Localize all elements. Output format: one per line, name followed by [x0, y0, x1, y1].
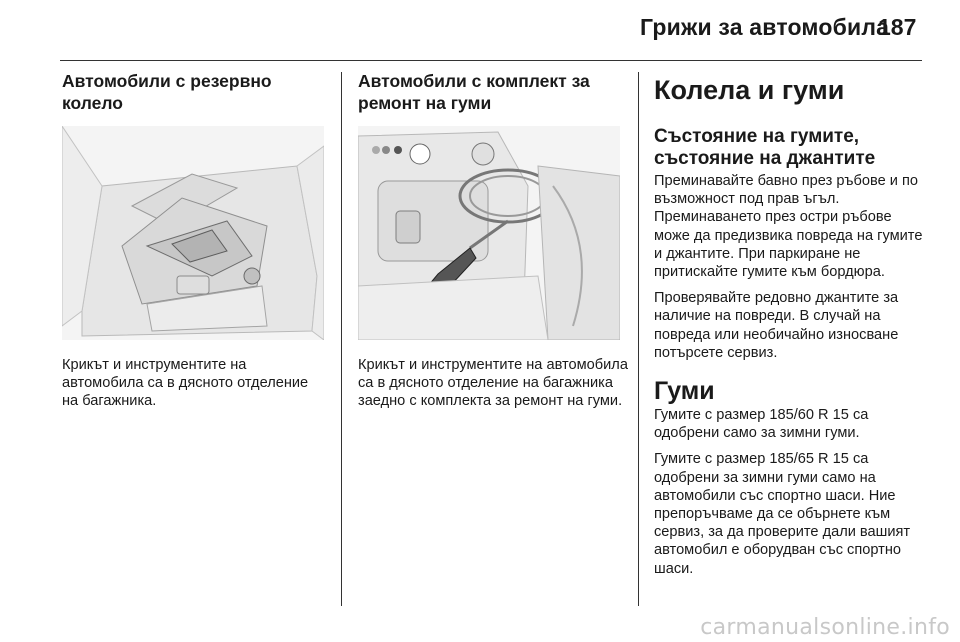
paragraph-tyre-185-65: Гумите с размер 185/65 R 15 са одобрени за зимни гуми само на автомобили със спортно шаси. Ние препоръчваме да се обърнете към сервиз, за да проверите дали вашият автомобил е оборудван със спортно шаси.: [654, 451, 911, 577]
watermark: carmanualsonline.info: [700, 615, 950, 640]
header-rule: [60, 60, 922, 61]
page-number: 187: [878, 14, 917, 40]
column-wheels-and-tyres: [654, 70, 928, 578]
column-tyre-repair-kit: [358, 70, 620, 114]
column-spare-wheel: [62, 70, 324, 114]
illustration-spare-wheel-jack: [62, 126, 324, 340]
heading-tyre-repair-kit: Автомобили с комплект за ремонт на гуми: [358, 71, 590, 113]
paragraph-tyre-185-60: Гумите с размер 185/60 R 15 са одобрени само за зимни гуми.: [654, 407, 869, 442]
caption-tyre-repair-kit: Крикът и инструментите на автомобила са в дясното отделение на багажника заедно с комплекта за ремонт на гуми.: [358, 357, 628, 410]
illustration-tyre-repair-kit: [358, 126, 620, 340]
column-divider-right: [638, 72, 639, 606]
heading-tyre-condition: Състояние на гумите, състояние на джантите: [654, 126, 876, 169]
page-header-title: Грижи за автомобила: [640, 14, 890, 40]
paragraph-check-rims: Проверявайте редовно джантите за наличие на повреди. В случай на повреда или необичайно износване потърсете сервиз.: [654, 290, 899, 361]
section-title-wheels-tyres: Колела и гуми: [654, 75, 845, 105]
column-divider-left: [341, 72, 342, 606]
section-title-tyres: Гуми: [654, 377, 715, 406]
heading-spare-wheel: Автомобили с резервно колело: [62, 71, 272, 113]
paragraph-driving-over-edges: Преминавайте бавно през ръбове и по възможност под прав ъгъл. Преминаването през остри ръбове може да предизвика повреда на гумите и джантите. При паркиране не притискайте гумите към бордюра.: [654, 173, 923, 281]
caption-spare-wheel: Крикът и инструментите на автомобила са в дясното отделение на багажника.: [62, 357, 309, 410]
